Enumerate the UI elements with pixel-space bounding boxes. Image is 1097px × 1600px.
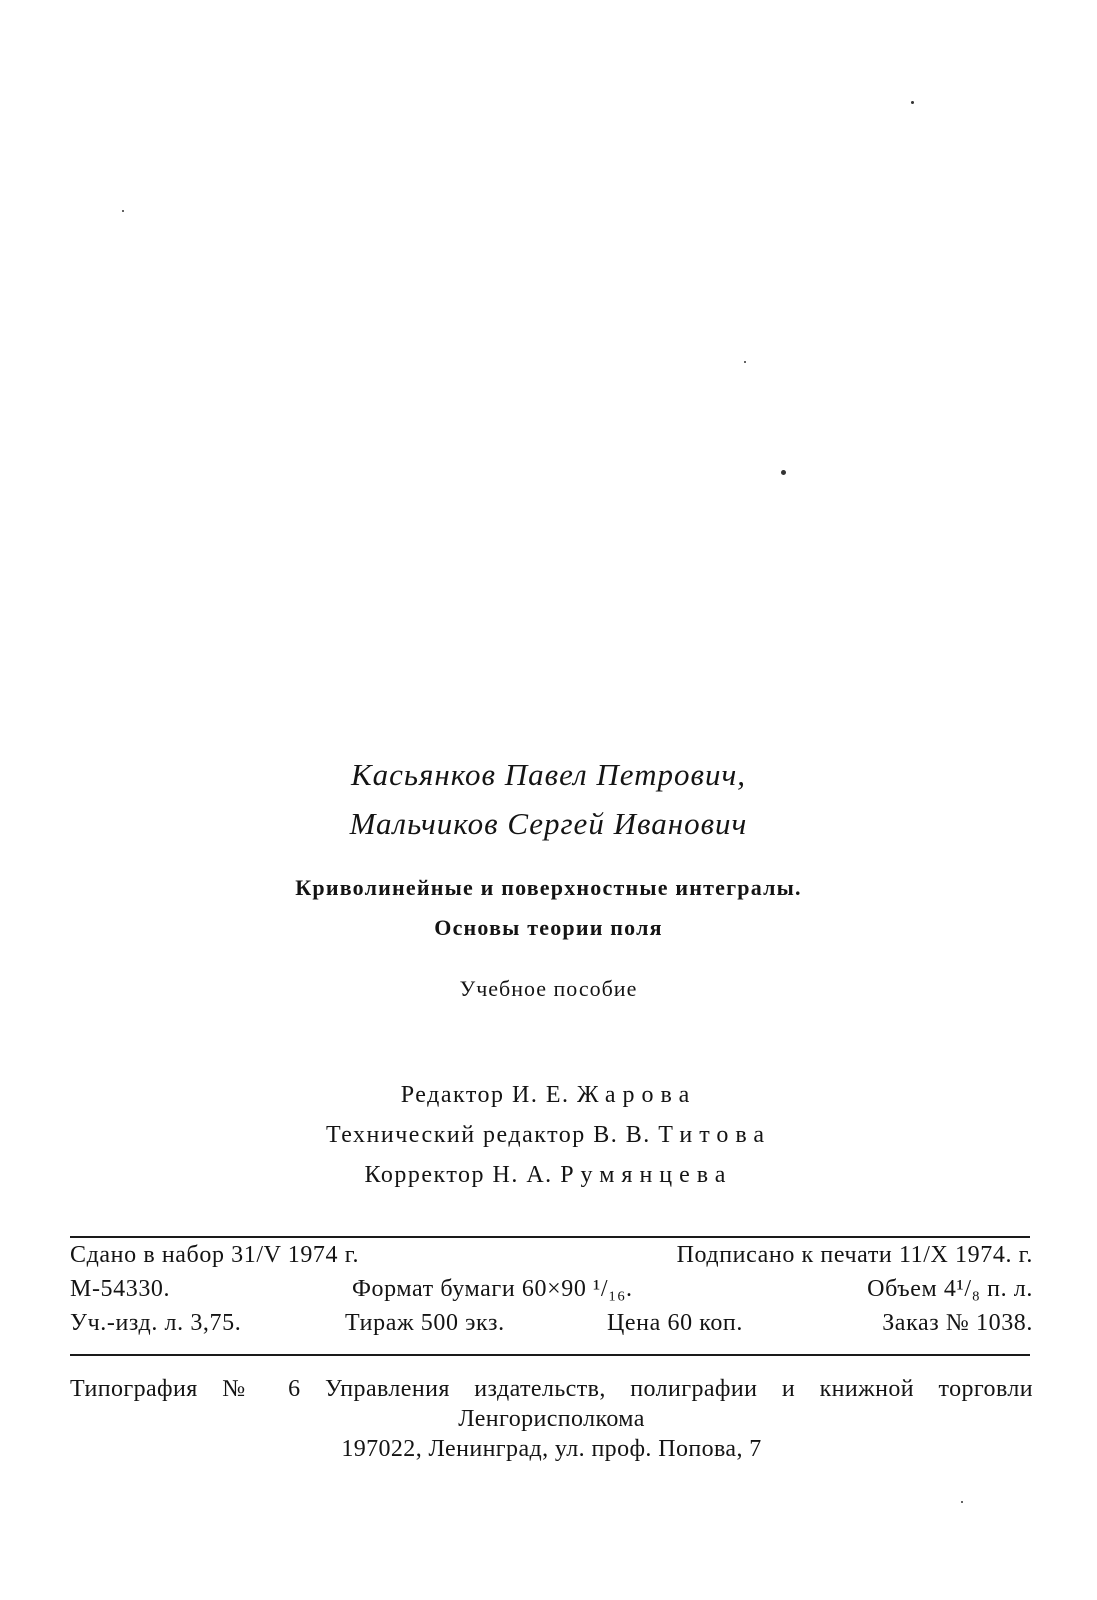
- scan-speck: [961, 1501, 963, 1503]
- paper-format: Формат бумаги 60×90 ¹/₁₆.: [352, 1276, 633, 1302]
- publication-code: М-54330.: [70, 1276, 171, 1302]
- printing-house-line-2: Ленгорисполкома: [458, 1406, 645, 1432]
- imprint-top-rule: [70, 1236, 1030, 1238]
- signed-date: Подписано к печати 11/X 1974. г.: [676, 1242, 1033, 1268]
- printing-house-address: 197022, Ленинград, ул. проф. Попова, 7: [341, 1436, 762, 1462]
- volume: Объем 4¹/₈ п. л.: [867, 1276, 1033, 1302]
- corrector-role: Корректор Н. А.: [364, 1162, 553, 1188]
- scan-speck: [781, 470, 786, 475]
- tech-editor-name: Титова: [658, 1122, 772, 1148]
- scan-speck: [911, 101, 914, 104]
- scan-speck: [744, 361, 746, 363]
- tech-editor-role: Технический редактор В. В.: [325, 1122, 651, 1148]
- book-title-line-1: Криволинейные и поверхностные интегралы.: [295, 875, 802, 900]
- editor-role: Редактор И. Е.: [400, 1082, 570, 1108]
- scan-speck: [122, 210, 124, 212]
- printing-house-line-1: Типография № 6 Управления издательств, полиграфии и книжной торговли: [70, 1376, 1033, 1402]
- book-title-line-2: Основы теории поля: [434, 915, 663, 940]
- editor-credit: [0, 1082, 1097, 1109]
- submitted-date: Сдано в набор 31/V 1974 г.: [70, 1242, 360, 1268]
- editor-name: Жарова: [577, 1082, 697, 1108]
- author-2: Мальчиков Сергей Иванович: [349, 806, 748, 841]
- book-subtitle: Учебное пособие: [459, 976, 638, 1001]
- imprint-bottom-rule: [70, 1354, 1030, 1356]
- corrector-credit: [0, 1162, 1097, 1189]
- price: Цена 60 коп.: [607, 1310, 743, 1336]
- order-number: Заказ № 1038.: [882, 1310, 1033, 1336]
- corrector-name: Румянцева: [560, 1162, 733, 1188]
- publisher-sheets: Уч.-изд. л. 3,75.: [70, 1310, 242, 1336]
- author-1: Касьянков Павел Петрович,: [351, 757, 746, 792]
- tech-editor-credit: [0, 1122, 1097, 1149]
- print-run: Тираж 500 экз.: [345, 1310, 505, 1336]
- printing-house: [70, 1374, 1033, 1464]
